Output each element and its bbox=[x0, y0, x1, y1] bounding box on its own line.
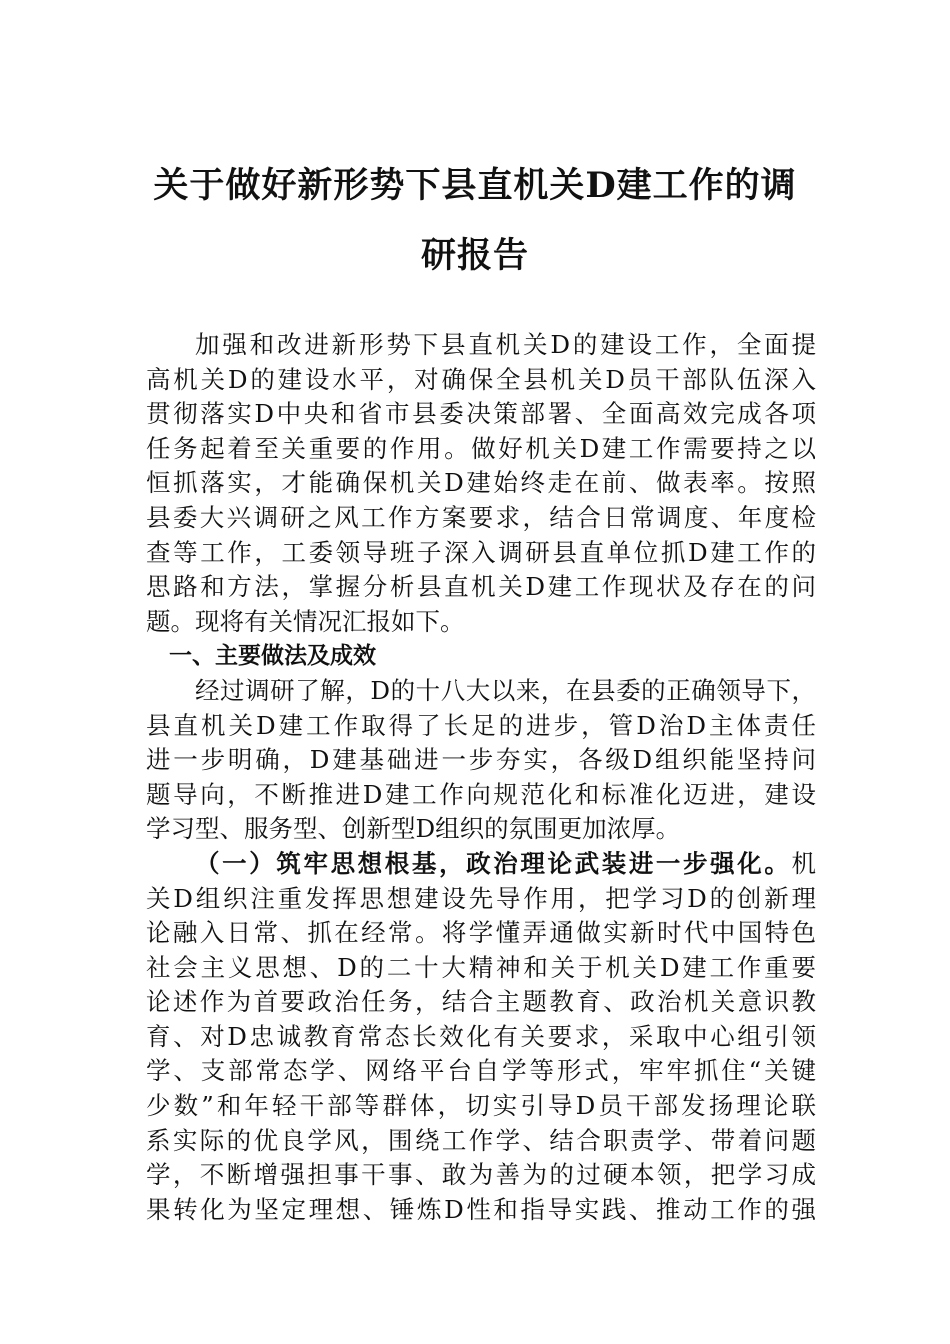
paragraph-line: 加强和改进新形势下县直机关D的建设工作，全面提 bbox=[195, 330, 816, 359]
paragraph-line: 县委大兴调研之风工作方案要求，结合日常调度、年度检 bbox=[146, 502, 816, 532]
paragraph-line: 贯彻落实D中央和省市县委决策部署、全面高效完成各项 bbox=[146, 399, 816, 429]
paragraph-line: 系实际的优良学风，围绕工作学、结合职责学、带着问题 bbox=[146, 1125, 816, 1155]
paragraph-line: 关D组织注重发挥思想建设先导作用，把学习D的创新理 bbox=[146, 883, 816, 913]
document-body bbox=[146, 328, 816, 1227]
paragraph-line: 思路和方法，掌握分析县直机关D建工作现状及存在的问 bbox=[146, 572, 816, 602]
paragraph-line: 任务起着至关重要的作用。做好机关D建工作需要持之以 bbox=[146, 433, 816, 463]
paragraph-line: 学习型、服务型、创新型D组织的氛围更加浓厚。 bbox=[146, 814, 681, 844]
subsection-line bbox=[146, 847, 816, 882]
paragraph-line: 题。现将有关情况汇报如下。 bbox=[146, 606, 465, 636]
paragraph-line: 学、支部常态学、网络平台自学等形式，牢牢抓住“关键 bbox=[146, 1056, 816, 1086]
subsection-heading: （一）筑牢思想根基，政治理论武装进一步强化。 bbox=[195, 848, 792, 878]
paragraph-line: 县直机关D建工作取得了长足的进步，管D治D主体责任 bbox=[146, 710, 816, 740]
paragraph-line: 社会主义思想、D的二十大精神和关于机关D建工作重要 bbox=[146, 952, 816, 982]
paragraph-line: 高机关D的建设水平，对确保全县机关D员干部队伍深入 bbox=[146, 364, 816, 394]
paragraph-line: 题导向，不断推进D建工作向规范化和标准化迈进，建设 bbox=[146, 779, 816, 809]
document-title-line-1: 关于做好新形势下县直机关D建工作的调 bbox=[153, 165, 797, 206]
paragraph-line: 论融入日常、抓在经常。将学懂弄通做实新时代中国特色 bbox=[146, 918, 816, 948]
subsection-text: 机 bbox=[791, 848, 816, 878]
paragraph-line: 果转化为坚定理想、锤炼D性和指导实践、推动工作的强 bbox=[146, 1194, 816, 1224]
paragraph-line: 论述作为首要政治任务，结合主题教育、政治机关意识教 bbox=[146, 987, 816, 1017]
section-heading: 一、主要做法及成效 bbox=[169, 643, 376, 670]
paragraph-line: 进一步明确，D建基础进一步夯实，各级D组织能坚持问 bbox=[146, 745, 816, 775]
paragraph-line: 查等工作，工委领导班子深入调研县直单位抓D建工作的 bbox=[146, 537, 816, 567]
paragraph-line: 少数”和年轻干部等群体，切实引导D员干部发扬理论联 bbox=[146, 1091, 816, 1121]
paragraph-line: 恒抓落实，才能确保机关D建始终走在前、做表率。按照 bbox=[146, 468, 816, 498]
paragraph-line: 育、对D忠诚教育常态长效化有关要求，采取中心组引领 bbox=[146, 1021, 816, 1051]
document-title-line-2: 研报告 bbox=[420, 235, 529, 276]
paragraph-line: 经过调研了解，D的十八大以来，在县委的正确领导下， bbox=[195, 675, 816, 705]
paragraph-line: 学，不断增强担事干事、敢为善为的过硬本领，把学习成 bbox=[146, 1160, 816, 1190]
